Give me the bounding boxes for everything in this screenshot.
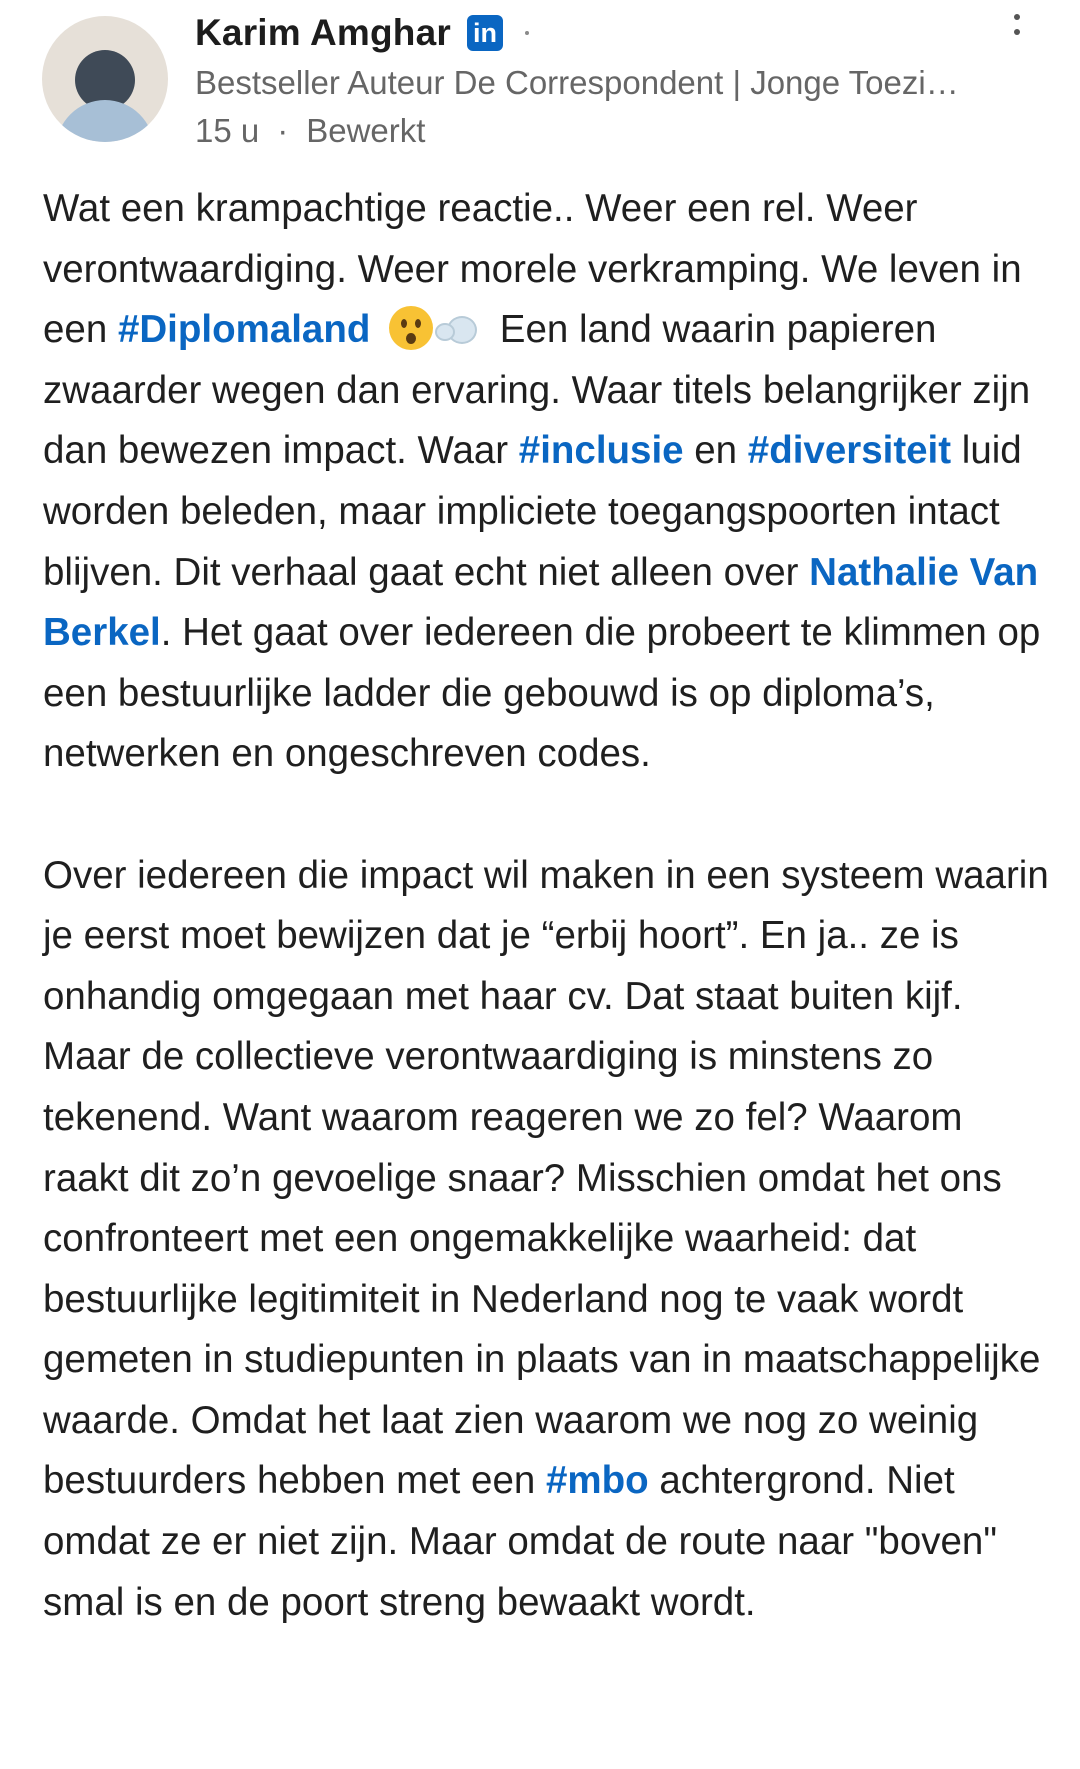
post-body [43,179,1053,1633]
post-meta [195,112,425,150]
post-text: achtergrond. Niet omdat ze er niet zijn. Maar omdat de route naar "boven" smal is en de poort streng bewaakt wordt. [43,1459,997,1624]
post-text: en [683,429,748,473]
linkedin-icon: in [467,15,503,51]
more-dot-icon [1014,14,1020,20]
edited-label: Bewerkt [306,112,426,149]
post-text: Wat een krampachtige reactie.. Weer een rel. Weer verontwaardiging. Weer morele verkramping. We leven in een [43,187,1022,352]
dashing-away-emoji-icon [433,310,479,346]
post-header [0,0,1080,160]
hashtag-inclusie[interactable]: #inclusie [518,429,684,473]
author-headline: Bestseller Auteur De Correspondent | Jonge Toezi… [195,64,959,101]
author-avatar[interactable] [42,16,168,142]
mention-nathalie-van-berkel[interactable]: Nathalie Van Berkel [43,550,1039,655]
more-dot-icon [1014,29,1020,35]
hashtag-diversiteit[interactable]: #diversiteit [747,429,952,473]
hashtag-mbo[interactable]: #mbo [545,1459,649,1503]
post-text: Over iedereen die impact wil maken in een systeem waarin je eerst moet bewijzen dat je “erbij hoort”. En ja.. ze is onhandig omgegaan met haar cv. Dat staat buiten kijf. Maar de collectieve verontwaardiging is minstens zo tekenend. Want waarom reageren we zo fel? Waarom raakt dit zo’n gevoelige snaar? Misschien omdat het ons confronteert met een ongemakkelijke waarheid: dat bestuurlijke legitimiteit in Nederland nog te vaak wordt gemeten in studiepunten in plaats van in maatschappelijke waarde. Omdat het laat zien waarom we nog zo weinig bestuurders hebben met een [43,853,1049,1503]
post-text: Een land waarin papieren zwaarder wegen dan ervaring. Waar titels belangrijker zijn dan bewezen impact. Waar [43,308,1031,473]
post-text: . Het gaat over iedereen die probeert te klimmen op een bestuurlijke ladder die gebouwd is op diploma’s, netwerken en ongeschreven codes. [43,611,1041,776]
faint-dot-icon [525,31,529,35]
avatar-shoulders-shape [56,100,154,142]
post-text: luid worden beleden, maar impliciete toegangspoorten intact blijven. Dit verhaal gaat echt niet alleen over [43,429,1022,594]
hushed-face-emoji-icon [389,306,433,350]
author-name[interactable]: Karim Amghar [195,12,451,53]
post-time: 15 u [195,112,260,149]
post-paragraph [43,846,1053,1634]
meta-separator: · [277,112,289,149]
author-line [195,8,529,58]
hashtag-diplomaland[interactable]: #Diplomaland [117,308,371,352]
post-paragraph [43,179,1053,785]
more-options-icon[interactable] [1005,12,1029,52]
